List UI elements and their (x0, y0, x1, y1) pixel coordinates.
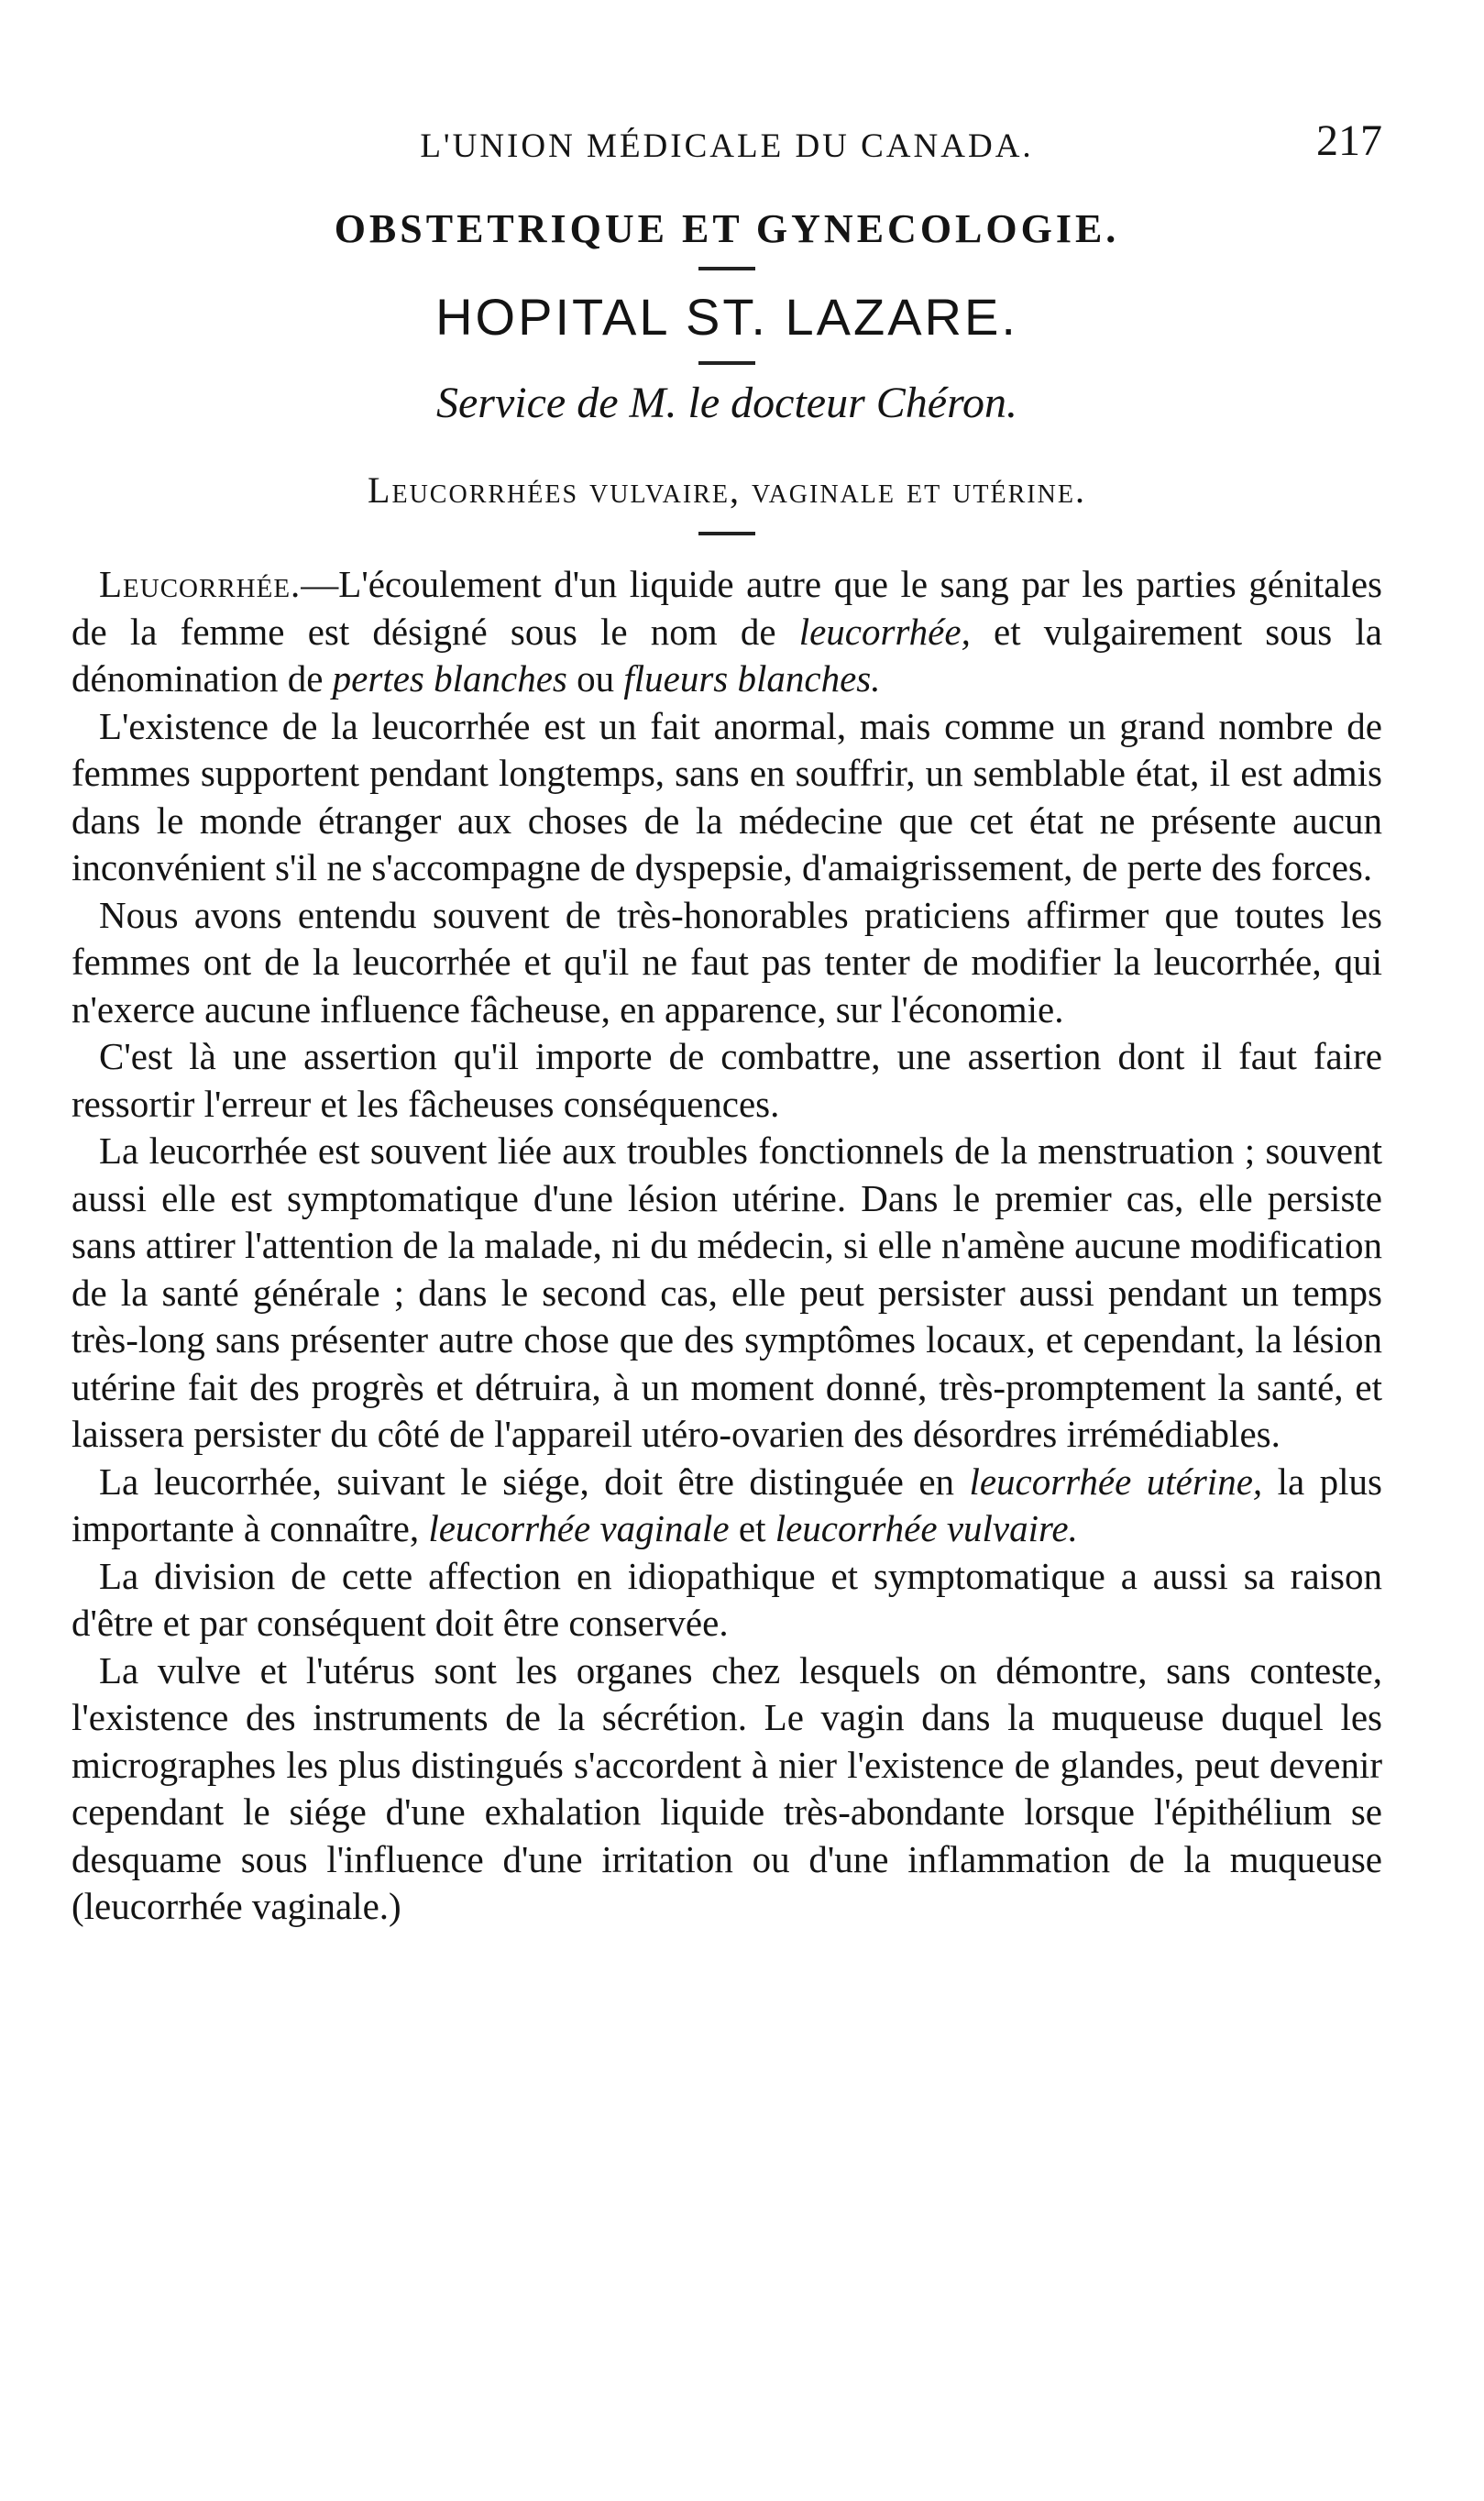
page-number: 217 (1316, 116, 1382, 165)
service-line: Service de M. le docteur Chéron. (435, 379, 1017, 427)
paragraph (71, 1553, 1382, 1647)
italic-term: leucorrhée vulvaire. (775, 1507, 1078, 1549)
paragraph (71, 1647, 1382, 1931)
italic-term: flueurs blanches. (623, 657, 881, 700)
text-run: —L'écoulement d'un liquide autre que le sang par les parties génitales de la femme est désigné sous le nom de (71, 563, 1382, 653)
text-run: la plus importante à connaître, (71, 1460, 1382, 1549)
text-run: La division de cette affection en idiopathique et symptomatique a aussi sa raison d'être et par conséquent doit être conservée. (71, 1554, 1382, 1644)
paragraph-lead: Leucorrhée. (99, 563, 302, 605)
text-run: La vulve et l'utérus sont les organes chez lesquels on démontre, sans conteste, l'existence des instruments de la sécrétion. Le vagin dans la muqueuse duquel les micrographes les plus distingués s'accordent à nier l'existence de glandes, peut devenir cependant le siége d'une exhalation liquide très-abondante lorsque l'épithélium se desquame sous l'influence d'une irritation ou d'une inflammation de la muqueuse (leucorrhée vaginale.) (71, 1648, 1382, 1927)
italic-term: pertes blanches (332, 657, 567, 700)
text-run: Nous avons entendu souvent de très-honorables praticiens affirmer que toutes les femmes ont de la leucorrhée et qu'il ne faut pas tenter de modifier la leucorrhée, qui n'exerce aucune influence fâcheuse, en apparence, sur l'économie. (71, 893, 1382, 1030)
italic-term: leucorrhée utérine, (969, 1460, 1263, 1503)
text-run: et vulgairement sous la dénomination de (71, 610, 1382, 700)
paragraph (71, 1033, 1382, 1128)
text-run: C'est là une assertion qu'il importe de combattre, une assertion dont il faut faire ressortir l'erreur et les fâcheuses conséquences. (71, 1035, 1382, 1125)
divider-rule (698, 532, 755, 535)
italic-term: leucorrhée vaginale (428, 1507, 730, 1549)
running-head (71, 110, 1382, 165)
document-page (71, 110, 1382, 1931)
text-run: ou (566, 657, 624, 700)
text-run: La leucorrhée est souvent liée aux troubles fonctionnels de la menstruation ; souvent aussi elle est symptomatique d'une lésion utérine. Dans le premier cas, elle persiste sans attirer l'attention de la malade, ni du médecin, si elle n'amène aucune modification de la santé générale ; dans le second cas, elle peut persister aussi pendant un temps très-long sans présenter autre chose que des symptômes locaux, et cependant, la lésion utérine fait des progrès et détruira, à un moment donné, très-promptement la santé, et laissera persister du côté de l'appareil utéro-ovarien des désordres irrémédiables. (71, 1129, 1382, 1455)
article-title: Leucorrhées vulvaire, vaginale et utérine. (368, 469, 1086, 511)
paragraph (71, 1459, 1382, 1553)
paragraph (71, 561, 1382, 703)
divider-rule (698, 267, 755, 270)
hospital-name: HOPITAL ST. LAZARE. (435, 288, 1018, 346)
text-run: et (729, 1507, 775, 1549)
running-title: L'UNION MÉDICALE DU CANADA. (420, 127, 1034, 165)
text-run: La leucorrhée, suivant le siége, doit être distinguée en (99, 1460, 970, 1503)
divider-rule (698, 361, 755, 365)
section-title: OBSTETRIQUE ET GYNECOLOGIE. (334, 206, 1120, 251)
paragraph (71, 703, 1382, 892)
article-body (71, 561, 1382, 1931)
paragraph (71, 892, 1382, 1034)
text-run: L'existence de la leucorrhée est un fait anormal, mais comme un grand nombre de femmes supportent pendant longtemps, sans en souffrir, un semblable état, il est admis dans le monde étranger aux choses de la médecine que cet état ne présente aucun inconvénient s'il ne s'accompagne de dyspepsie, d'amaigrissement, de perte des forces. (71, 704, 1382, 888)
paragraph (71, 1128, 1382, 1459)
italic-term: leucorrhée, (798, 610, 971, 653)
